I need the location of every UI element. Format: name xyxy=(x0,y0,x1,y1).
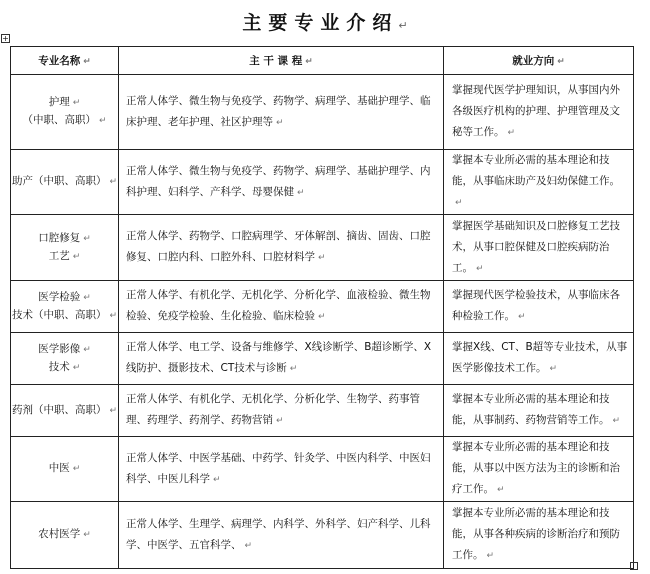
career-cell xyxy=(444,502,634,569)
career-text: 掌握本专业所必需的基本理论和技能，从事临床助产及妇幼保健工作。 xyxy=(452,154,620,187)
career-text: 掌握本专业所必需的基本理论和技能，从事制药、药物营销等工作。 xyxy=(452,393,610,426)
major-name-line: 护理 xyxy=(48,96,70,108)
major-name-line: 医学影像 xyxy=(38,342,81,355)
paragraph-mark: ↵ xyxy=(244,540,253,551)
table-row xyxy=(11,333,634,385)
major-name-cell xyxy=(11,281,119,333)
courses-text: 正常人体学、微生物与免疫学、药物学、病理学、基础护理学、内科护理、妇科学、产科学、母婴保健 xyxy=(126,164,431,198)
courses-text: 正常人体学、电工学、设备与维修学、X线诊断学、B超诊断学、X线防护、摄影技术、CT技术与诊断 xyxy=(126,341,432,374)
paragraph-mark: ↵ xyxy=(109,177,118,187)
courses-text: 正常人体学、有机化学、无机化学、分析化学、生物学、药事管理、药理学、药剂学、药物营销 xyxy=(126,393,420,426)
major-name-line: 中医 xyxy=(48,462,70,474)
major-name-line: （中职、高职） xyxy=(22,114,96,126)
paragraph-mark: ↵ xyxy=(507,128,516,138)
major-name-cell xyxy=(11,385,119,437)
paragraph-mark: ↵ xyxy=(318,253,326,263)
paragraph-mark: ↵ xyxy=(557,57,565,67)
courses-text: 正常人体学、药物学、口腔病理学、牙体解剖、摘齿、固齿、口腔修复、口腔内科、口腔外科、口腔材料学 xyxy=(126,230,431,263)
paragraph-mark: ↵ xyxy=(486,551,495,561)
paragraph-mark: ↵ xyxy=(72,464,81,474)
major-name-cell xyxy=(11,333,119,385)
paragraph-mark: ↵ xyxy=(276,416,284,426)
majors-table xyxy=(10,46,634,569)
paragraph-mark: ↵ xyxy=(83,344,91,355)
major-name-cell xyxy=(11,215,119,281)
paragraph-mark: ↵ xyxy=(109,310,118,321)
table-row xyxy=(11,502,634,569)
paragraph-mark: ↵ xyxy=(213,474,221,485)
major-name-line: 医学检验 xyxy=(38,290,81,303)
header-courses-label: 主 干 课 程 xyxy=(249,55,303,67)
courses-cell xyxy=(119,281,444,333)
paragraph-mark: ↵ xyxy=(72,98,81,108)
paragraph-mark: ↵ xyxy=(297,187,305,198)
career-cell xyxy=(444,333,634,385)
career-cell xyxy=(444,150,634,215)
paragraph-mark: ↵ xyxy=(72,362,81,373)
paragraph-mark: ↵ xyxy=(612,416,621,426)
courses-cell xyxy=(119,333,444,385)
header-career xyxy=(444,47,634,75)
paragraph-mark: ↵ xyxy=(109,405,118,416)
courses-cell xyxy=(119,385,444,437)
table-move-handle-icon[interactable]: + xyxy=(2,34,9,43)
paragraph-mark: ↵ xyxy=(98,116,107,126)
major-name-line: 药剂（中职、高职） xyxy=(11,403,107,416)
paragraph-mark: ↵ xyxy=(518,312,526,322)
table-resize-handle-icon[interactable] xyxy=(630,562,638,570)
major-name-line: 技术 xyxy=(48,360,70,373)
career-text: 掌握本专业所必需的基本理论和技能，从事以中医方法为主的诊断和治疗工作。 xyxy=(452,441,620,495)
table-row xyxy=(11,437,634,502)
career-text: 掌握现代医学检验技术，从事临床各种检验工作。 xyxy=(452,289,620,322)
paragraph-mark: ↵ xyxy=(455,198,463,208)
career-cell xyxy=(444,281,634,333)
table-row xyxy=(11,150,634,215)
table-row xyxy=(11,215,634,281)
paragraph-mark: ↵ xyxy=(72,251,81,262)
major-name-cell xyxy=(11,150,119,215)
paragraph-mark: ↵ xyxy=(83,57,91,67)
courses-text: 正常人体学、中医学基础、中药学、针灸学、中医内科学、中医妇科学、中医儿科学 xyxy=(126,451,431,485)
career-cell xyxy=(444,215,634,281)
career-cell xyxy=(444,385,634,437)
header-career-label: 就业方向 xyxy=(512,55,555,67)
career-text: 掌握医学基础知识及口腔修复工艺技术，从事口腔保健及口腔疾病防治工。 xyxy=(452,219,620,274)
header-courses xyxy=(119,47,444,75)
courses-cell xyxy=(119,502,444,569)
courses-cell xyxy=(119,437,444,502)
courses-cell xyxy=(119,150,444,215)
career-cell xyxy=(444,75,634,150)
table-row xyxy=(11,281,634,333)
career-cell xyxy=(444,437,634,502)
major-name-cell xyxy=(11,502,119,569)
career-text: 掌握现代医学护理知识，从事国内外各级医疗机构的护理、护理管理及文秘等工作。 xyxy=(452,84,620,138)
paragraph-mark: ↵ xyxy=(305,57,313,67)
major-name-cell xyxy=(11,75,119,150)
paragraph-mark: ↵ xyxy=(497,485,505,495)
courses-text: 正常人体学、有机化学、无机化学、分析化学、血液检验、微生物检验、免疫学检验、生化检验、临床检验 xyxy=(126,289,431,322)
major-name-line: 工艺 xyxy=(48,249,70,262)
header-major xyxy=(11,47,119,75)
page-title xyxy=(0,8,650,35)
page-title-text: 主要专业介绍 xyxy=(242,12,399,34)
header-major-label: 专业名称 xyxy=(38,55,81,67)
courses-cell xyxy=(119,215,444,281)
paragraph-mark: ↵ xyxy=(318,312,326,322)
major-name-line: 口腔修复 xyxy=(38,231,81,244)
career-text: 掌握本专业所必需的基本理论和技能，从事各种疾病的诊断治疗和预防工作。 xyxy=(452,507,620,561)
table-header-row xyxy=(11,47,634,75)
paragraph-mark: ↵ xyxy=(276,117,284,128)
major-name-line: 助产（中职、高职） xyxy=(11,175,107,187)
major-name-line: 技术（中职、高职） xyxy=(11,308,107,321)
table-row xyxy=(11,385,634,437)
paragraph-mark: ↵ xyxy=(549,364,558,374)
courses-cell xyxy=(119,75,444,150)
courses-text: 正常人体学、微生物与免疫学、药物学、病理学、基础护理学、临床护理、老年护理、社区护理等 xyxy=(126,94,431,128)
major-name-cell xyxy=(11,437,119,502)
paragraph-mark: ↵ xyxy=(83,530,91,540)
paragraph-mark: ↵ xyxy=(476,263,484,274)
major-name-line: 农村医学 xyxy=(38,528,81,540)
table-row xyxy=(11,75,634,150)
courses-text: 正常人体学、生理学、病理学、内科学、外科学、妇产科学、儿科学、中医学、五官科学、 xyxy=(126,517,431,551)
paragraph-mark: ↵ xyxy=(83,233,91,244)
paragraph-mark: ↵ xyxy=(83,292,91,303)
career-text: 掌握X线、CT、B超等专业技术，从事医学影像技术工作。 xyxy=(452,341,628,374)
paragraph-mark: ↵ xyxy=(289,364,298,374)
paragraph-mark: ↵ xyxy=(398,19,408,32)
